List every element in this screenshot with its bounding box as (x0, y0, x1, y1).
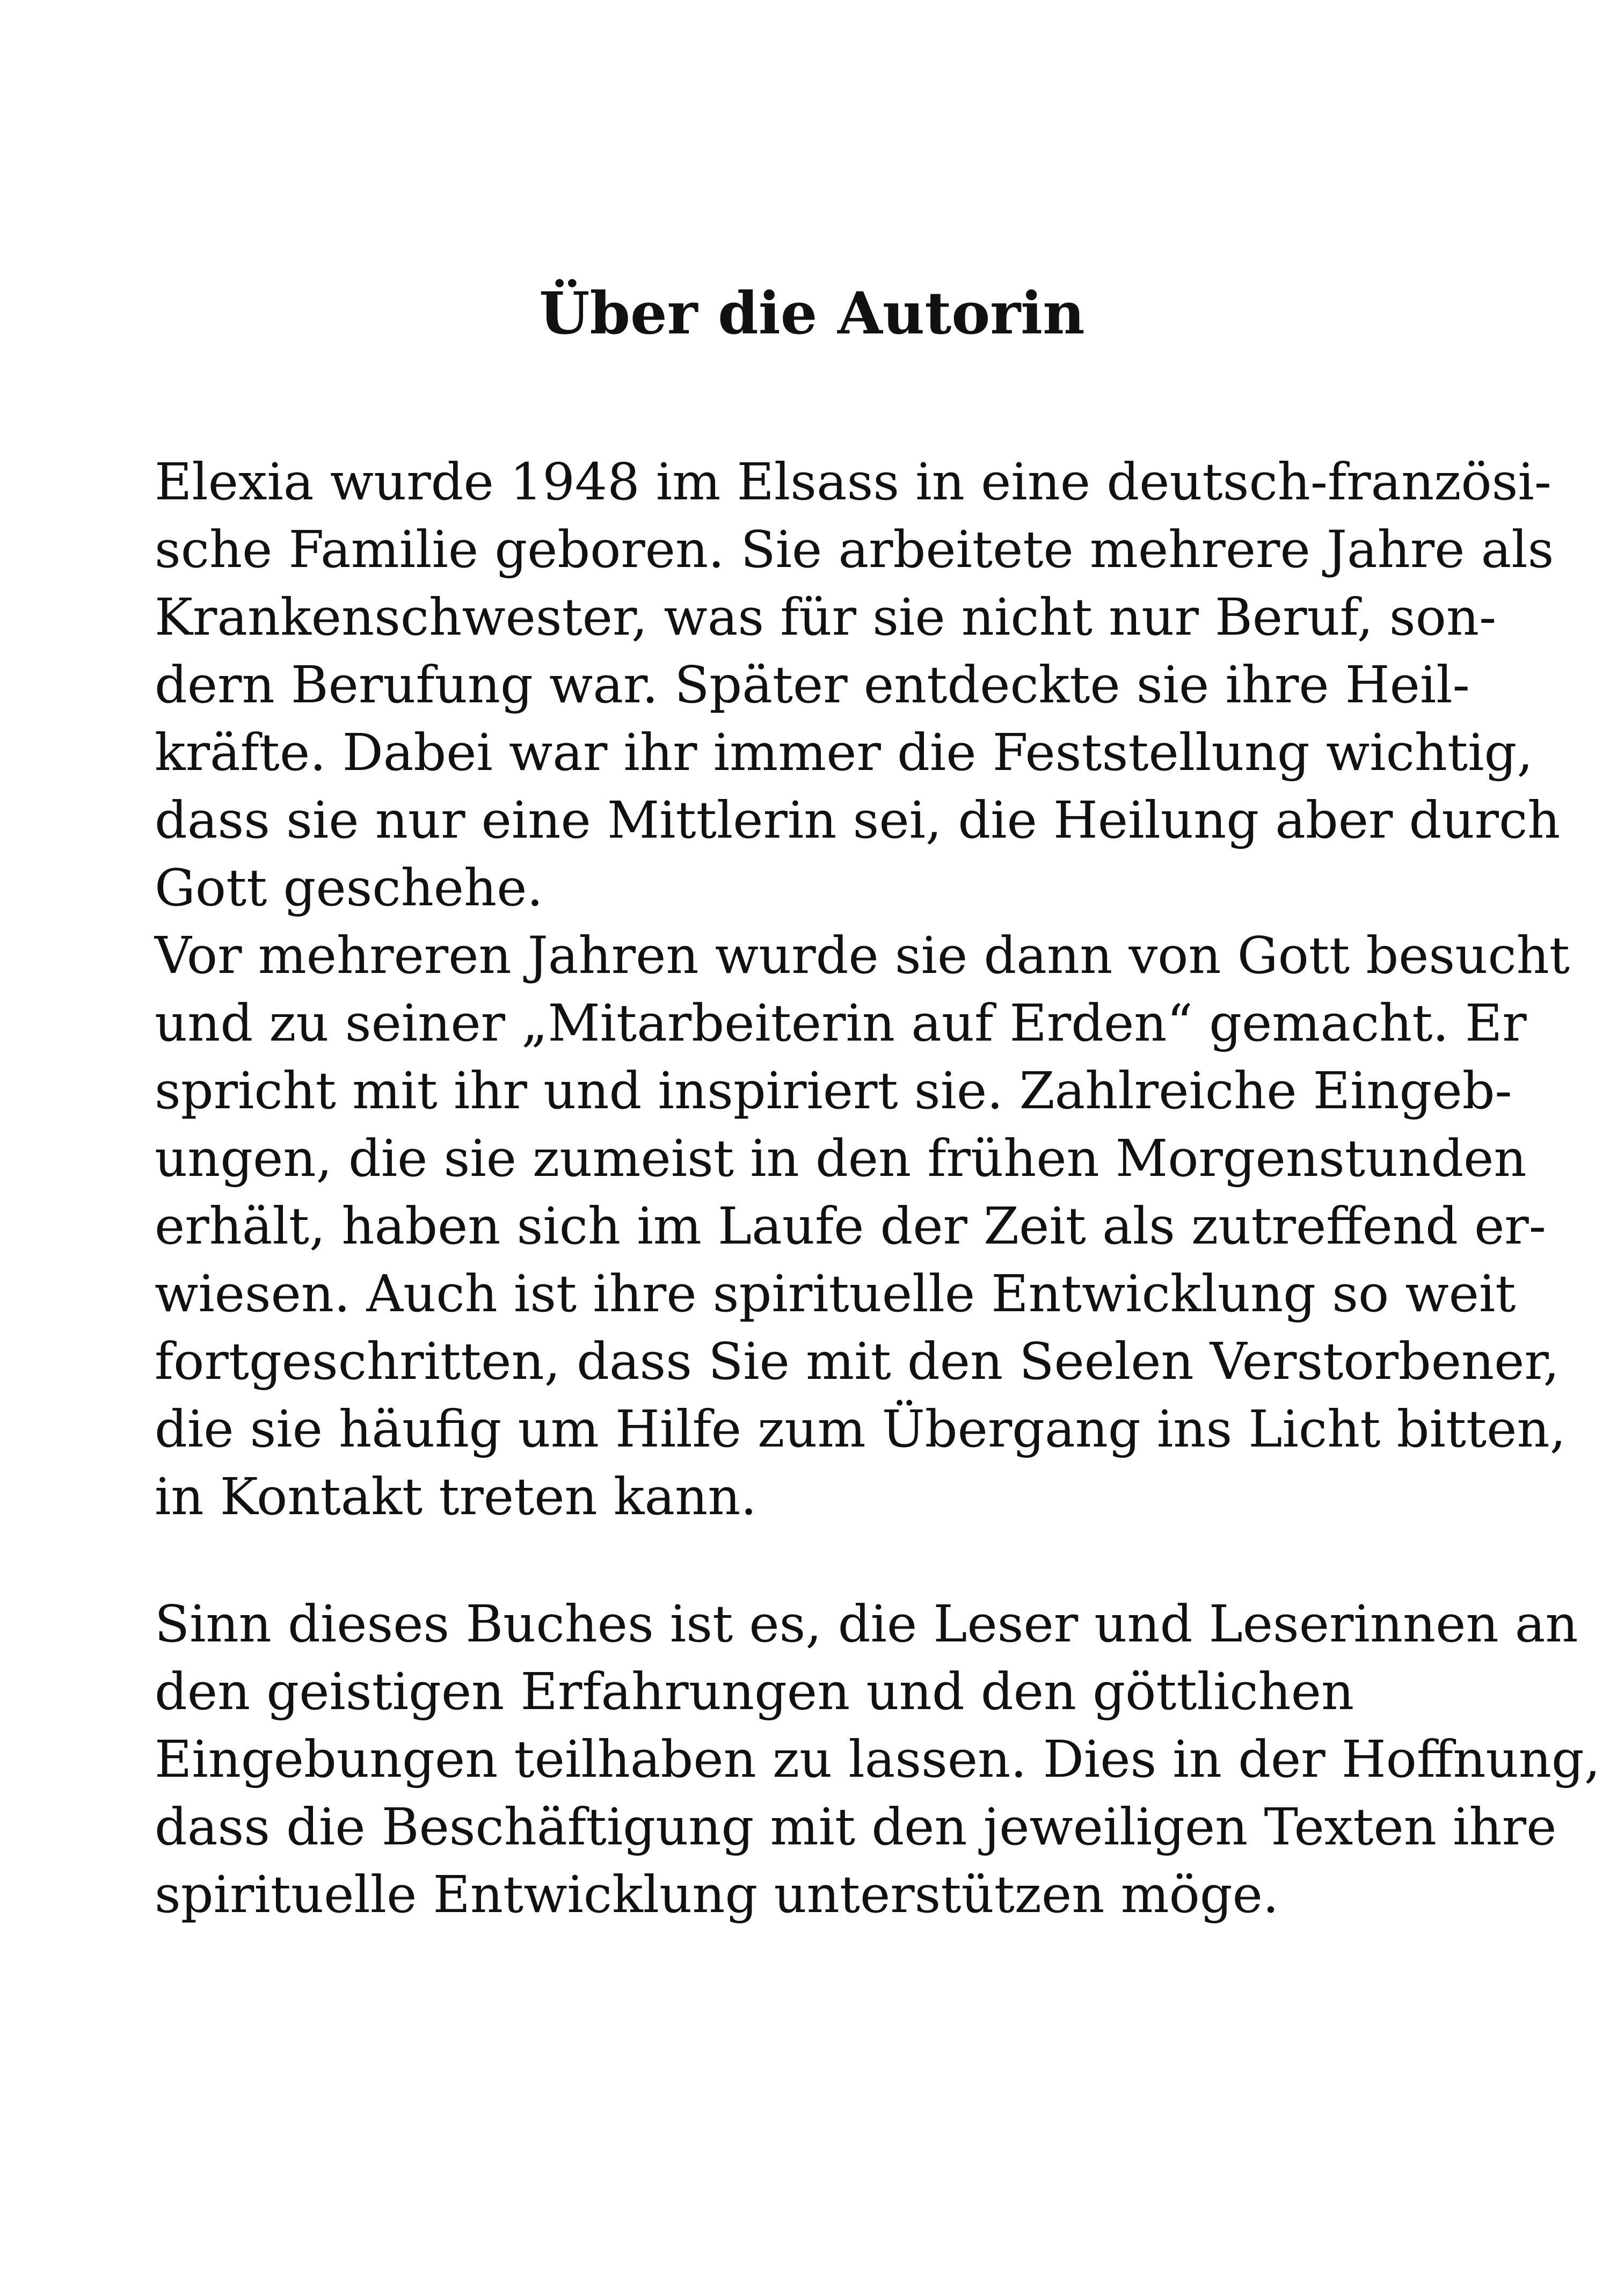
text-line: dass die Beschäftigung mit den jeweiligen Texten ihre (155, 1798, 1557, 1857)
text-line: dass sie nur eine Mittlerin sei, die Heilung aber durch (155, 791, 1561, 850)
text-line: die sie häufig um Hilfe zum Übergang ins Licht bitten, (155, 1400, 1566, 1459)
text-line: spricht mit ihr und inspiriert sie. Zahlreiche Eingeb- (155, 1062, 1512, 1121)
text-line: Eingebungen teilhaben zu lassen. Dies in der Hoffnung, (155, 1730, 1600, 1789)
text-line: Sinn dieses Buches ist es, die Leser und Leserinnen an (155, 1595, 1578, 1654)
text-line: und zu seiner „Mitarbeiterin auf Erden“ gemacht. Er (155, 994, 1527, 1053)
book-purpose-paragraph (155, 1590, 1600, 1929)
text-line: Elexia wurde 1948 im Elsass in eine deutsch-französi- (155, 453, 1552, 512)
text-line: Krankenschwester, was für sie nicht nur Beruf, son- (155, 588, 1497, 647)
text-line: den geistigen Erfahrungen und den göttlichen (155, 1662, 1354, 1721)
text-line: ungen, die sie zumeist in den frühen Morgenstunden (155, 1129, 1527, 1188)
text-line: Vor mehreren Jahren wurde sie dann von Gott besucht (155, 926, 1570, 985)
text-line: spirituelle Entwicklung unterstützen möge. (155, 1865, 1279, 1924)
text-line: in Kontakt treten kann. (155, 1467, 757, 1527)
author-bio-paragraph (155, 448, 1570, 1531)
text-line: kräfte. Dabei war ihr immer die Feststellung wichtig, (155, 723, 1533, 782)
text-line: sche Familie geboren. Sie arbeitete mehrere Jahre als (155, 520, 1554, 579)
text-line: erhält, haben sich im Laufe der Zeit als zutreffend er- (155, 1197, 1546, 1256)
text-line: fortgeschritten, dass Sie mit den Seelen Verstorbener, (155, 1332, 1560, 1391)
text-line: wiesen. Auch ist ihre spirituelle Entwicklung so weit (155, 1264, 1516, 1324)
text-line: Gott geschehe. (155, 859, 543, 918)
page-title: Über die Autorin (539, 280, 1085, 347)
text-line: dern Berufung war. Später entdeckte sie ihre Heil- (155, 656, 1470, 715)
